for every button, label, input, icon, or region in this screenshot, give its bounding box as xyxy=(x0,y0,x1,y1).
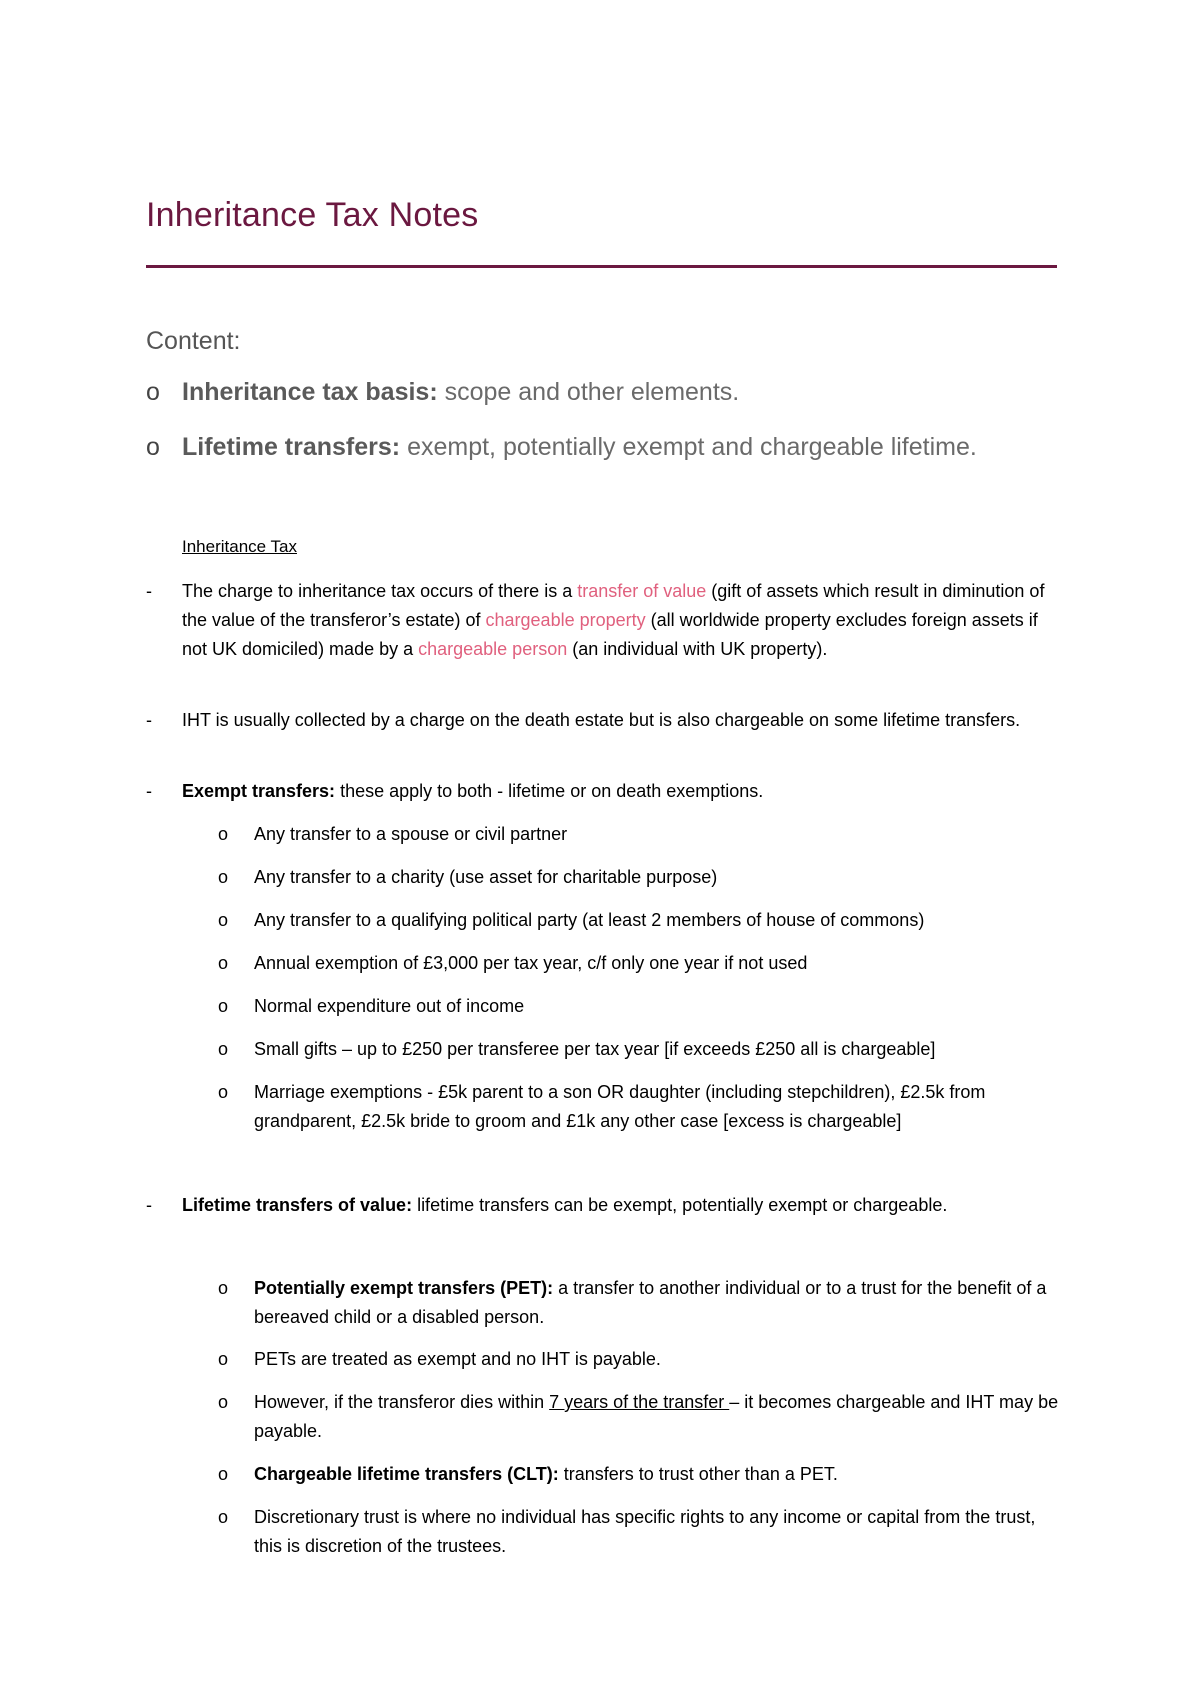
sub-item-text: Any transfer to a charity (use asset for charitable purpose) xyxy=(254,867,718,887)
text-run: (all worldwide property excludes foreign assets if not UK domiciled) made by a xyxy=(182,610,1038,659)
list-item xyxy=(146,577,1046,664)
bold-term: Chargeable lifetime transfers (CLT): xyxy=(254,1464,559,1484)
bullet-marker: o xyxy=(218,1392,229,1412)
bullet-marker: o xyxy=(218,1039,229,1059)
sub-list-item xyxy=(218,820,1068,849)
section-heading: Inheritance Tax xyxy=(182,537,297,556)
bullet-marker: o xyxy=(218,1464,229,1484)
content-heading: Content: xyxy=(146,327,241,355)
bullet-marker: o xyxy=(218,1278,229,1298)
sub-item-text: Annual exemption of £3,000 per tax year, c/f only one year if not used xyxy=(254,953,808,973)
sub-item-text: Normal expenditure out of income xyxy=(254,996,525,1016)
bullet-marker: o xyxy=(218,953,229,973)
list-item xyxy=(146,706,1046,735)
sub-item-text: Small gifts – up to £250 per transferee per tax year [if exceeds £250 all is chargeable] xyxy=(254,1039,936,1059)
content-item-text: scope and other elements. xyxy=(437,378,740,406)
paragraph-text: IHT is usually collected by a charge on the death estate but is also chargeable on some lifetime transfers. xyxy=(182,710,1021,730)
bullet-marker: o xyxy=(218,824,229,844)
content-item xyxy=(146,433,977,462)
text-run: However, if the transferor dies within xyxy=(254,1392,550,1412)
paragraph-text xyxy=(182,777,1046,806)
sub-list-item xyxy=(218,1503,1068,1561)
bold-term: Lifetime transfers of value: xyxy=(182,1195,413,1215)
sub-list-item xyxy=(218,1274,1068,1332)
sub-item-text xyxy=(254,1274,1068,1332)
text-run: (gift of assets which result in diminution of the value of the transferor’s estate) of xyxy=(182,581,1045,630)
highlight-term: chargeable property xyxy=(485,610,646,630)
text-run: transfers to trust other than a PET. xyxy=(558,1464,838,1484)
bullet-marker: o xyxy=(218,1349,229,1369)
sub-item-text: Any transfer to a spouse or civil partner xyxy=(254,824,568,844)
text-run: a transfer to another individual or to a trust for the benefit of a bereaved child or a disabled person. xyxy=(254,1278,1047,1327)
bullet-marker: o xyxy=(218,1082,229,1102)
sub-item-text: Marriage exemptions - £5k parent to a son OR daughter (including stepchildren), £2.5k from grandparent, £2.5k bride to groom and £1k any other case [excess is chargeable] xyxy=(254,1082,986,1131)
bold-term: Potentially exempt transfers (PET): xyxy=(254,1278,554,1298)
sub-list-item xyxy=(218,1460,1068,1489)
bullet-marker: o xyxy=(146,433,160,461)
sub-list-item xyxy=(218,1345,1068,1374)
list-item xyxy=(146,777,1046,806)
bullet-marker: o xyxy=(146,378,160,406)
sub-item-text xyxy=(254,1388,1068,1446)
bullet-marker: o xyxy=(218,867,229,887)
paragraph-text xyxy=(182,1191,1046,1220)
text-run: – it becomes chargeable and IHT may be payable. xyxy=(254,1392,1059,1441)
sub-list-item xyxy=(218,1035,1068,1064)
text-run: The charge to inheritance tax occurs of there is a xyxy=(182,581,578,601)
dash-marker: - xyxy=(146,781,152,801)
page-title: Inheritance Tax Notes xyxy=(146,196,479,234)
sub-list-item xyxy=(218,1078,1068,1136)
text-run: (an individual with UK property). xyxy=(567,639,828,659)
bullet-marker: o xyxy=(218,1507,229,1527)
sub-list-item xyxy=(218,906,1068,935)
text-run: these apply to both - lifetime or on death exemptions. xyxy=(335,781,764,801)
sub-list-item xyxy=(218,992,1068,1021)
title-divider xyxy=(146,265,1057,268)
dash-marker: - xyxy=(146,581,152,601)
bullet-marker: o xyxy=(218,996,229,1016)
sub-item-text: Any transfer to a qualifying political party (at least 2 members of house of commons) xyxy=(254,910,925,930)
list-item xyxy=(146,1191,1046,1220)
content-item-bold: Inheritance tax basis: xyxy=(182,378,438,406)
sub-list-item xyxy=(218,863,1068,892)
content-item-text: exempt, potentially exempt and chargeable lifetime. xyxy=(400,433,977,461)
bold-term: Exempt transfers: xyxy=(182,781,336,801)
dash-marker: - xyxy=(146,710,152,730)
text-run: lifetime transfers can be exempt, potentially exempt or chargeable. xyxy=(412,1195,948,1215)
sub-list-item xyxy=(218,949,1068,978)
dash-marker: - xyxy=(146,1195,152,1215)
sub-list-item xyxy=(218,1388,1068,1446)
paragraph-text xyxy=(182,577,1046,664)
content-item xyxy=(146,378,739,407)
sub-item-text xyxy=(254,1460,1068,1489)
bullet-marker: o xyxy=(218,910,229,930)
content-item-bold: Lifetime transfers: xyxy=(182,433,401,461)
highlight-term: transfer of value xyxy=(577,581,707,601)
underlined-term: 7 years of the transfer xyxy=(549,1392,730,1412)
sub-item-text: PETs are treated as exempt and no IHT is payable. xyxy=(254,1349,661,1369)
sub-item-text: Discretionary trust is where no individual has specific rights to any income or capital from the trust, this is discretion of the trustees. xyxy=(254,1507,1036,1556)
highlight-term: chargeable person xyxy=(418,639,568,659)
